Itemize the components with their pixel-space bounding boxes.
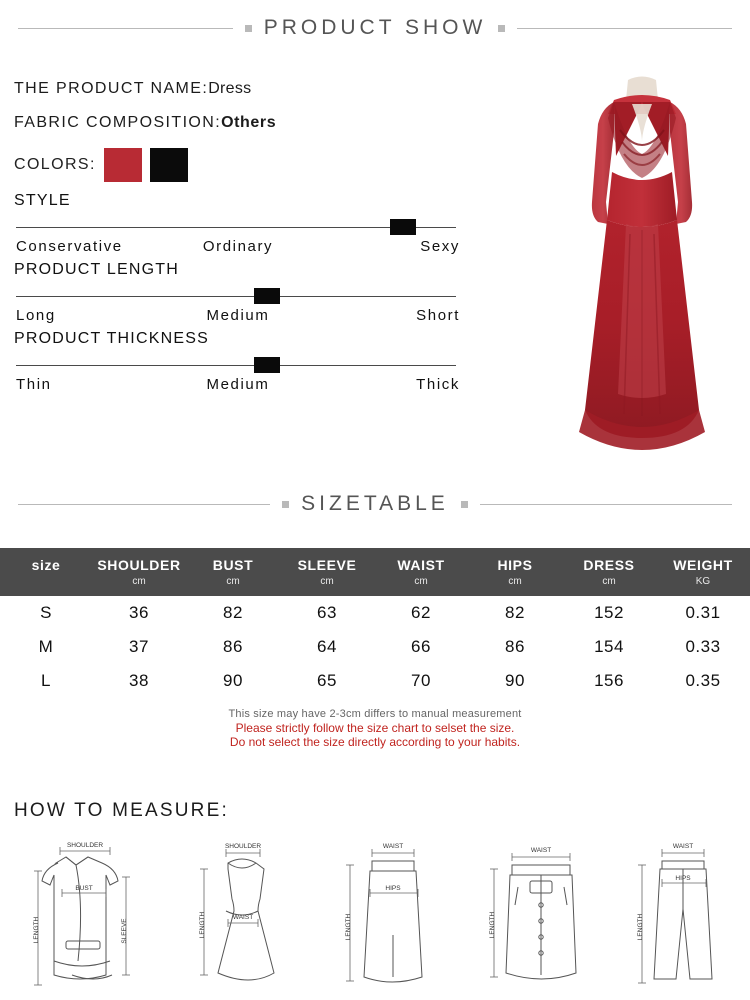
attribute-product-length-title: PRODUCT LENGTH <box>14 261 179 278</box>
product-name-row <box>14 80 462 98</box>
unit-sleeve: cm <box>280 575 374 596</box>
attribute-style-labels <box>14 238 462 255</box>
size-note-3: Do not select the size directly according to your habits. <box>229 735 521 749</box>
product-hero-image <box>552 74 732 474</box>
attribute-product-thickness-marker <box>254 357 280 373</box>
color-swatch-black[interactable] <box>150 148 188 182</box>
measure-figure-pants <box>626 835 736 1000</box>
cell-sleeve: 64 <box>317 637 337 656</box>
size-notes <box>0 708 750 749</box>
attribute-product-thickness <box>14 330 462 393</box>
cell-waist: 66 <box>411 637 431 656</box>
table-row <box>0 664 750 698</box>
measure-figure-denim-skirt <box>478 835 598 1000</box>
column-header-waist: WAIST <box>397 557 445 573</box>
product-info-block <box>14 80 462 399</box>
unit-dress: cm <box>562 575 656 596</box>
label-waist: WAIST <box>382 843 404 850</box>
attribute-product-length-labels <box>14 307 462 324</box>
product-show-header <box>0 16 750 40</box>
section-title-sizetable: SIZETABLE <box>301 492 449 515</box>
red-dress-illustration <box>552 74 732 474</box>
cell-dress: 156 <box>594 671 624 690</box>
label-bust: BUST <box>75 885 93 892</box>
label-length: LENGTH <box>637 913 644 941</box>
product-name-value: Dress <box>208 80 252 97</box>
cell-shoulder: 37 <box>129 637 149 656</box>
measure-figure-dress <box>182 835 302 1000</box>
attribute-product-length-option-1: Medium <box>206 307 270 324</box>
colors-label: COLORS: <box>14 156 96 173</box>
divider-line-right <box>480 504 732 505</box>
label-waist: WAIST <box>672 843 694 850</box>
pants-diagram-icon <box>626 835 736 1000</box>
table-row <box>0 630 750 664</box>
attribute-product-length-marker <box>254 288 280 304</box>
attribute-product-thickness-option-1: Medium <box>206 376 270 393</box>
product-name-label: THE PRODUCT NAME: <box>14 80 209 97</box>
column-header-dress: DRESS <box>583 557 635 573</box>
cell-bust: 82 <box>223 603 243 622</box>
measure-figures <box>0 830 750 1000</box>
denim-skirt-diagram-icon <box>478 835 598 1000</box>
cell-waist: 62 <box>411 603 431 622</box>
cell-sleeve: 63 <box>317 603 337 622</box>
cell-shoulder: 38 <box>129 671 149 690</box>
attribute-product-length-scale <box>16 285 456 307</box>
sizetable-header <box>0 492 750 516</box>
attribute-style-option-0: Conservative <box>16 238 123 255</box>
size-table-body <box>0 596 750 698</box>
cell-weight: 0.33 <box>685 637 721 656</box>
attribute-product-thickness-labels <box>14 376 462 393</box>
unit-weight: KG <box>656 575 750 596</box>
label-hips: HIPS <box>675 875 691 882</box>
attribute-style <box>14 192 462 255</box>
unit-waist: cm <box>374 575 468 596</box>
square-bullet-right-icon <box>461 501 468 508</box>
square-bullet-left-icon <box>245 25 252 32</box>
divider-line-left <box>18 504 270 505</box>
divider-line-left <box>18 28 233 29</box>
size-table-head <box>0 548 750 596</box>
unit-hips: cm <box>468 575 562 596</box>
cell-dress: 154 <box>594 637 624 656</box>
cell-dress: 152 <box>594 603 624 622</box>
cell-hips: 90 <box>505 671 525 690</box>
attribute-product-length <box>14 261 462 324</box>
cell-bust: 90 <box>223 671 243 690</box>
size-note-2: Please strictly follow the size chart to selset the size. <box>235 721 515 735</box>
color-swatch-red[interactable] <box>104 148 142 182</box>
attribute-style-option-2: Sexy <box>420 238 460 255</box>
column-header-shoulder: SHOULDER <box>97 557 181 573</box>
label-waist: WAIST <box>530 847 552 854</box>
label-length: LENGTH <box>489 911 496 939</box>
scale-bar <box>16 365 456 366</box>
cell-hips: 82 <box>505 603 525 622</box>
unit-shoulder: cm <box>92 575 186 596</box>
cell-hips: 86 <box>505 637 525 656</box>
cell-weight: 0.31 <box>685 603 721 622</box>
cell-size: S <box>40 603 52 622</box>
measure-figure-skirt <box>330 835 450 1000</box>
label-shoulder: SHOULDER <box>66 842 104 849</box>
fabric-composition-label: FABRIC COMPOSITION: <box>14 114 222 131</box>
cell-size: L <box>41 671 51 690</box>
fabric-composition-value: Others <box>221 114 277 131</box>
scale-bar <box>16 296 456 297</box>
size-note-1: This size may have 2-3cm differs to manual measurement <box>228 708 522 720</box>
attribute-style-marker <box>390 219 416 235</box>
attribute-product-thickness-option-0: Thin <box>16 376 52 393</box>
attribute-style-option-1: Ordinary <box>202 238 274 255</box>
column-header-weight: WEIGHT <box>673 557 733 573</box>
divider-line-right <box>517 28 732 29</box>
fabric-composition-row <box>14 114 462 132</box>
measure-figure-jacket <box>14 835 154 1000</box>
square-bullet-left-icon <box>282 501 289 508</box>
label-length: LENGTH <box>199 911 206 939</box>
how-to-measure-title: HOW TO MEASURE: <box>14 800 229 821</box>
column-header-size: size <box>31 557 61 573</box>
cell-bust: 86 <box>223 637 243 656</box>
size-table-units-row <box>0 575 750 596</box>
label-length: LENGTH <box>33 916 40 944</box>
square-bullet-right-icon <box>498 25 505 32</box>
size-table <box>0 548 750 698</box>
dress-diagram-icon <box>182 835 302 1000</box>
jacket-diagram-icon <box>14 835 154 1000</box>
cell-size: M <box>38 637 54 656</box>
label-shoulder: SHOULDER <box>224 843 262 850</box>
attribute-product-length-option-2: Short <box>416 307 460 324</box>
column-header-bust: BUST <box>212 557 254 573</box>
column-header-sleeve: SLEEVE <box>297 557 357 573</box>
attribute-product-thickness-scale <box>16 354 456 376</box>
cell-waist: 70 <box>411 671 431 690</box>
size-table-header-row <box>0 548 750 575</box>
attribute-product-length-option-0: Long <box>16 307 56 324</box>
unit-bust: cm <box>186 575 280 596</box>
skirt-diagram-icon <box>330 835 450 1000</box>
size-table-wrapper <box>0 548 750 749</box>
label-waist: WAIST <box>232 914 254 921</box>
cell-sleeve: 65 <box>317 671 337 690</box>
unit-size <box>0 575 92 596</box>
cell-weight: 0.35 <box>685 671 721 690</box>
label-hips: HIPS <box>385 885 401 892</box>
section-title-product-show: PRODUCT SHOW <box>263 16 487 39</box>
label-sleeve: SLEEVE <box>121 918 128 944</box>
colors-row <box>14 148 462 182</box>
label-length: LENGTH <box>345 913 352 941</box>
attribute-product-thickness-title: PRODUCT THICKNESS <box>14 330 209 347</box>
attribute-style-title: STYLE <box>14 192 71 209</box>
cell-shoulder: 36 <box>129 603 149 622</box>
column-header-hips: HIPS <box>497 557 533 573</box>
table-row <box>0 596 750 630</box>
attribute-product-thickness-option-2: Thick <box>416 376 460 393</box>
attribute-style-scale <box>16 216 456 238</box>
